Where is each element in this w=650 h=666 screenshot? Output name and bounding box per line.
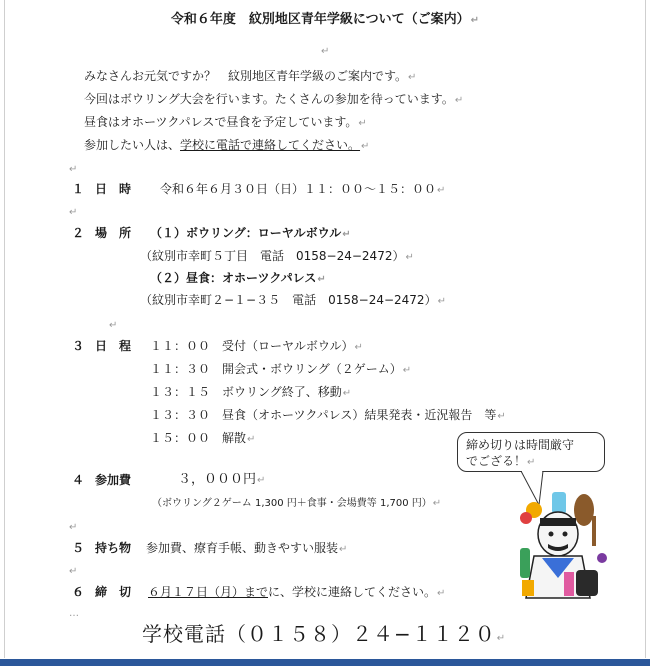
- date-value: 令和６年６月３０日（日）１１：００〜１５：００↵: [160, 182, 446, 196]
- empty-paragraph: ↵: [69, 207, 78, 218]
- empty-paragraph: ↵: [321, 46, 330, 57]
- section-number: ３: [72, 339, 85, 353]
- schedule-time: １５：００: [150, 431, 211, 445]
- deadline-date: ６月１７日（月）まで: [148, 585, 269, 599]
- schedule-event: 解散↵: [222, 431, 256, 445]
- fee-breakdown: （ボウリング２ゲーム 1,300 円＋食事・会場費等 1,700 円）↵: [152, 498, 442, 509]
- intro-line: みなさんお元気ですか？ 紋別地区青年学級のご案内です。↵: [84, 69, 417, 83]
- deadline-label: 締 切: [95, 585, 132, 599]
- empty-paragraph: ↵: [69, 522, 78, 533]
- schedule-time: １３：３０: [150, 408, 211, 422]
- schedule-time: １１：３０: [150, 362, 211, 376]
- section-number: ２: [72, 226, 85, 240]
- section-number: １: [72, 182, 85, 196]
- schedule-label: 日 程: [95, 339, 132, 353]
- schedule-event: 昼食（オホーツクパレス）結果発表・近況報告 等↵: [222, 408, 506, 422]
- date-label: 日 時: [95, 182, 132, 196]
- empty-paragraph: ↵: [69, 164, 78, 175]
- section-number: ５: [72, 541, 85, 555]
- fee-label: 参加費: [95, 473, 132, 487]
- empty-paragraph: ↵: [109, 320, 118, 331]
- intro-line: 今回はボウリング大会を行います。たくさんの参加を待っています。↵: [84, 92, 464, 106]
- section-number: ６: [72, 585, 85, 599]
- place-label: 場 所: [95, 226, 132, 240]
- schedule-event: 開会式・ボウリング（２ゲーム）↵: [222, 362, 412, 376]
- school-phone: 学校電話（０１５８）２４−１１２０↵: [142, 622, 507, 646]
- window-bottom-bar: [0, 659, 650, 666]
- empty-paragraph: ↵: [69, 566, 78, 577]
- intro-line: 参加したい人は、学校に電話で連絡してください。↵: [84, 138, 370, 152]
- schedule-event: ボウリング終了、移動↵: [222, 385, 352, 399]
- speech-bubble-line: 締め切りは時間厳守: [466, 438, 575, 452]
- speech-bubble-line: でござる！↵: [466, 454, 536, 468]
- items-value: 参加費、療育手帳、動きやすい服装↵: [146, 541, 348, 555]
- schedule-time: １１：００: [150, 339, 211, 353]
- venue-lunch: （２）昼食：オホーツクパレス↵: [150, 271, 326, 285]
- speech-bubble: [457, 432, 605, 472]
- page-edge-right: [645, 0, 646, 658]
- samurai-mascot-illustration: [512, 488, 612, 608]
- venue-bowling: （１）ボウリング：ローヤルボウル↵: [150, 226, 351, 240]
- section-number: ４: [72, 473, 85, 487]
- items-label: 持ち物: [95, 541, 132, 555]
- venue-lunch-address: （紋別市幸町２−１−３５ 電話 0158−24−2472）↵: [140, 293, 446, 307]
- page-edge-left: [4, 0, 5, 658]
- deadline-value: ６月１７日（月）までに、学校に連絡してください。↵: [148, 585, 446, 599]
- intro-line: 昼食はオホーツクパレスで昼食を予定しています。↵: [84, 115, 367, 129]
- schedule-event: 受付（ローヤルボウル）↵: [222, 339, 363, 353]
- page-title: 令和６年度 紋別地区青年学級について（ご案内）↵: [170, 12, 480, 27]
- schedule-time: １３：１５: [150, 385, 211, 399]
- empty-paragraph: …: [69, 608, 79, 619]
- venue-bowling-address: （紋別市幸町５丁目 電話 0158−24−2472）↵: [140, 249, 414, 263]
- fee-value: ３，０００円↵: [178, 472, 266, 487]
- contact-instruction: 学校に電話で連絡してください。: [180, 138, 361, 152]
